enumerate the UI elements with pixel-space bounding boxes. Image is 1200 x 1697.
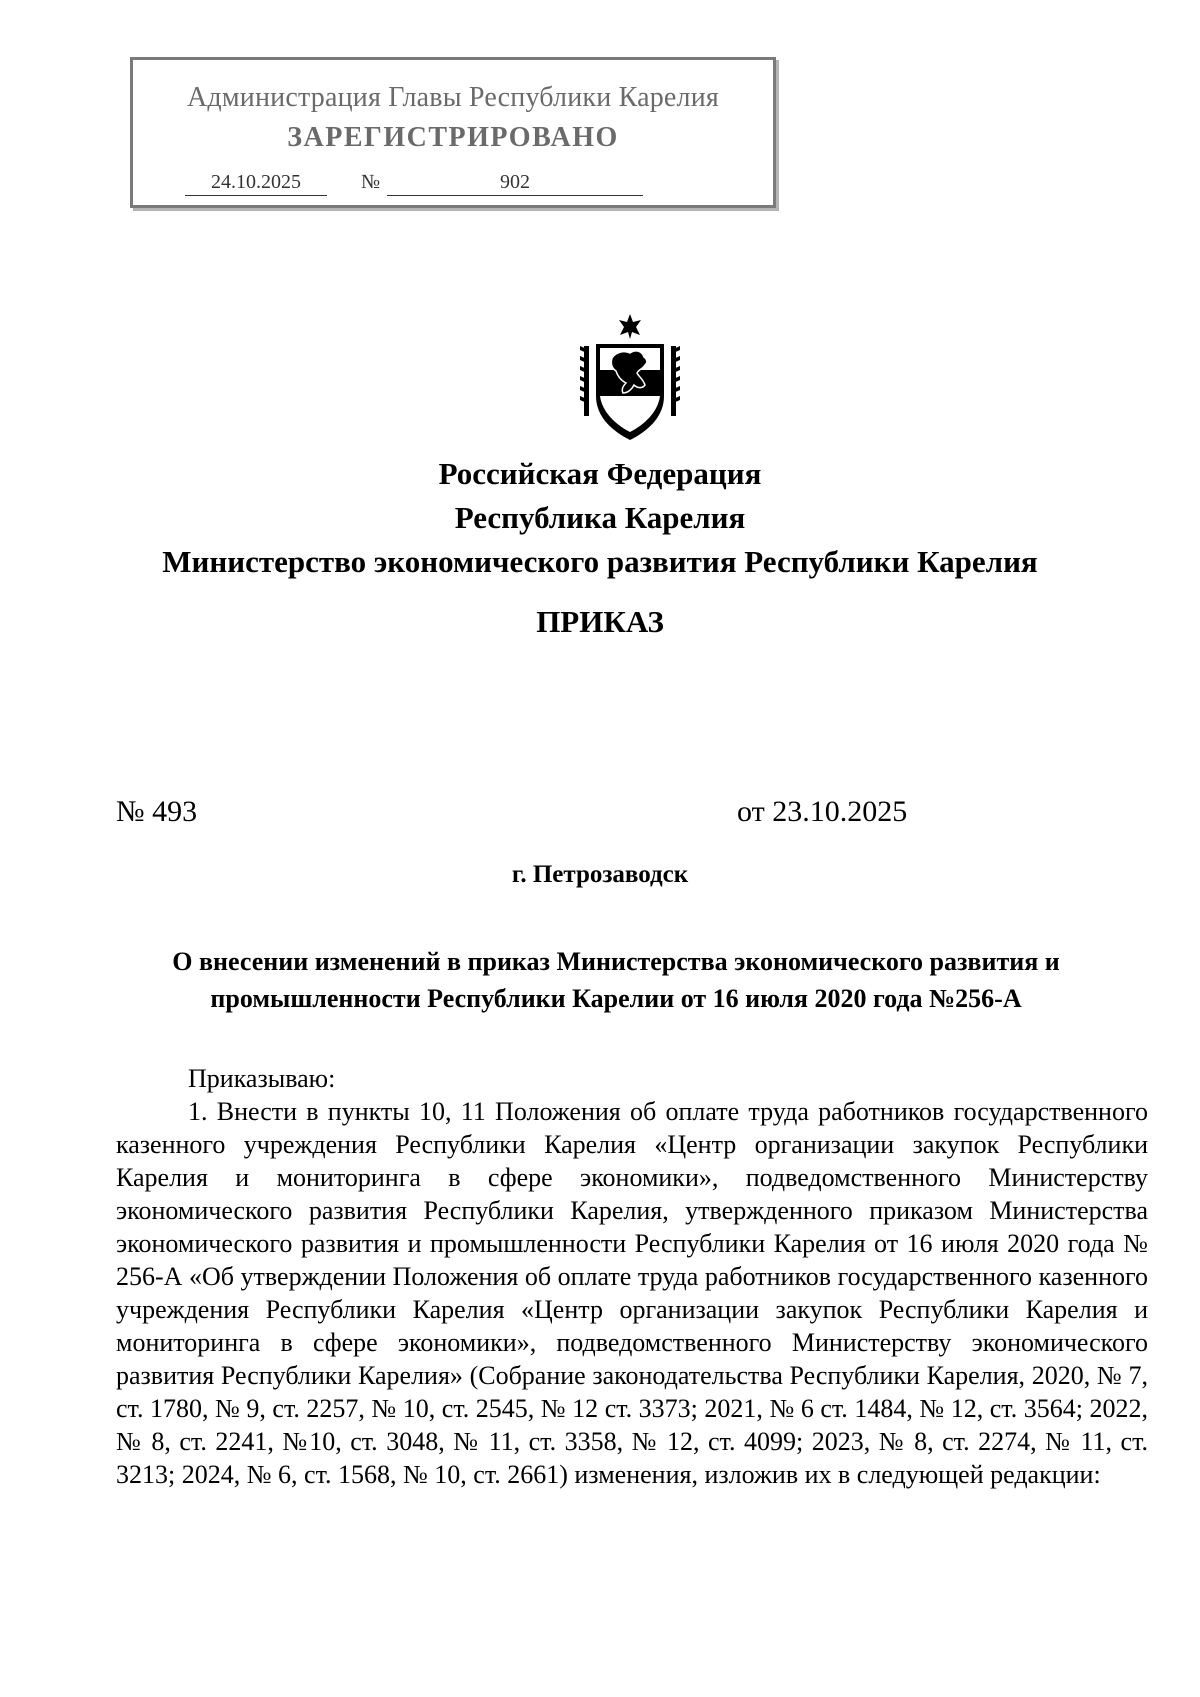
stamp-date: 24.10.2025 xyxy=(185,171,327,196)
order-date: от 23.10.2025 xyxy=(737,795,908,828)
star-icon xyxy=(619,314,641,339)
registration-stamp xyxy=(130,57,776,208)
header-republic: Республика Карелия xyxy=(454,500,746,535)
stamp-number: 902 xyxy=(387,171,643,196)
order-body xyxy=(116,1062,1148,1491)
document-type-title: ПРИКАЗ xyxy=(536,604,664,639)
body-opening: Приказываю: xyxy=(188,1064,336,1093)
stamp-organization: Администрация Главы Республики Карелия xyxy=(187,82,719,113)
subject-line-1: О внесении изменений в приказ Министерства экономического развития и xyxy=(172,947,1060,976)
order-city: г. Петрозаводск xyxy=(511,861,689,888)
subject-line-2: промышленности Республики Карелии от 16 июля 2020 года №256-А xyxy=(210,984,1022,1013)
body-paragraph-1: 1. Внести в пункты 10, 11 Положения об оплате труда работников государственного казенного учреждения Республики Карелия «Центр организации закупок Республики Карелия и мониторинга в сфере экономики», подведомственного Министерству экономического развития Республики Карелия, утвержденного приказом Министерства экономического развития и промышленности Республики Карелия от 16 июля 2020 года № 256-А «Об утверждении Положения об оплате труда работников государственного казенного учреждения Республики Карелия «Центр организации закупок Республики Карелия и мониторинга в сфере экономики», подведомственного Министерству экономического развития Республики Карелия» (Собрание законодательства Республики Карелия, 2020, № 7, ст. 1780, № 9, ст. 2257, № 10, ст. 2545, № 12 ст. 3373; 2021, № 6 ст. 1484, № 12, ст. 3564; 2022, № 8, ст. 2241, №10, ст. 3048, № 11, ст. 3358, № 12, ст. 4099; 2023, № 8, ст. 2274, № 11, ст. 3213; 2024, № 6, ст. 1568, № 10, ст. 2661) изменения, изложив их в следующей редакции: xyxy=(116,1097,1148,1489)
header-ministry: Министерство экономического развития Республики Карелия xyxy=(162,544,1038,579)
order-number: № 493 xyxy=(116,795,198,828)
coat-of-arms-icon xyxy=(578,312,682,444)
stamp-status: ЗАРЕГИСТРИРОВАНО xyxy=(287,122,619,153)
header-country: Российская Федерация xyxy=(438,456,762,491)
stamp-number-label: № xyxy=(361,171,381,193)
order-subject xyxy=(116,943,1116,1017)
